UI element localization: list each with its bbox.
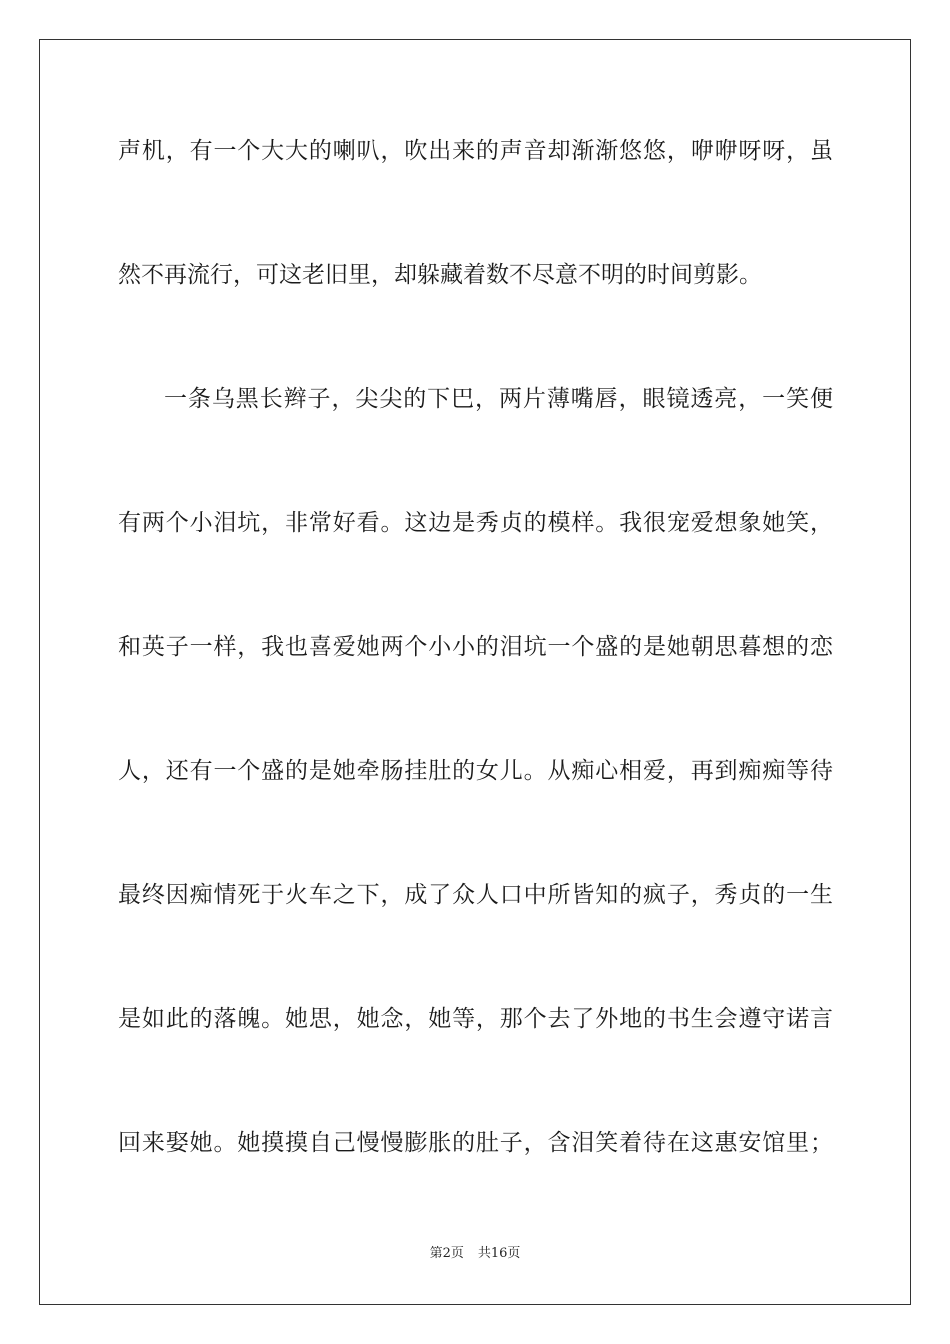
- page-footer: [0, 1245, 950, 1263]
- text-line-1: 声机，有一个大大的喇叭，吹出来的声音却渐渐悠悠，咿咿呀呀，虽: [118, 138, 833, 164]
- text-line-5: 和英子一样，我也喜爱她两个小小的泪坑一个盛的是她朝思暮想的恋: [118, 634, 833, 660]
- page-border: [39, 39, 911, 1305]
- text-line-7: 最终因痴情死于火车之下，成了众人口中所皆知的疯子，秀贞的一生: [118, 882, 833, 908]
- page-number: 第2页: [429, 1246, 464, 1261]
- total-pages: 共16页: [477, 1246, 521, 1261]
- text-line-2: 然不再流行，可这老旧里，却躲藏着数不尽意不明的时间剪影。: [118, 262, 762, 288]
- text-line-9: 回来娶她。她摸摸自己慢慢膨胀的肚子，含泪笑着待在这惠安馆里；: [118, 1130, 833, 1156]
- text-line-4: 有两个小泪坑，非常好看。这边是秀贞的模样。我很宠爱想象她笑，: [118, 510, 833, 536]
- text-line-3: 一条乌黑长辫子，尖尖的下巴，两片薄嘴唇，眼镜透亮，一笑便: [164, 386, 833, 412]
- text-line-8: 是如此的落魄。她思，她念，她等，那个去了外地的书生会遵守诺言: [118, 1006, 833, 1032]
- text-line-6: 人，还有一个盛的是她牵肠挂肚的女儿。从痴心相爱，再到痴痴等待: [118, 758, 833, 784]
